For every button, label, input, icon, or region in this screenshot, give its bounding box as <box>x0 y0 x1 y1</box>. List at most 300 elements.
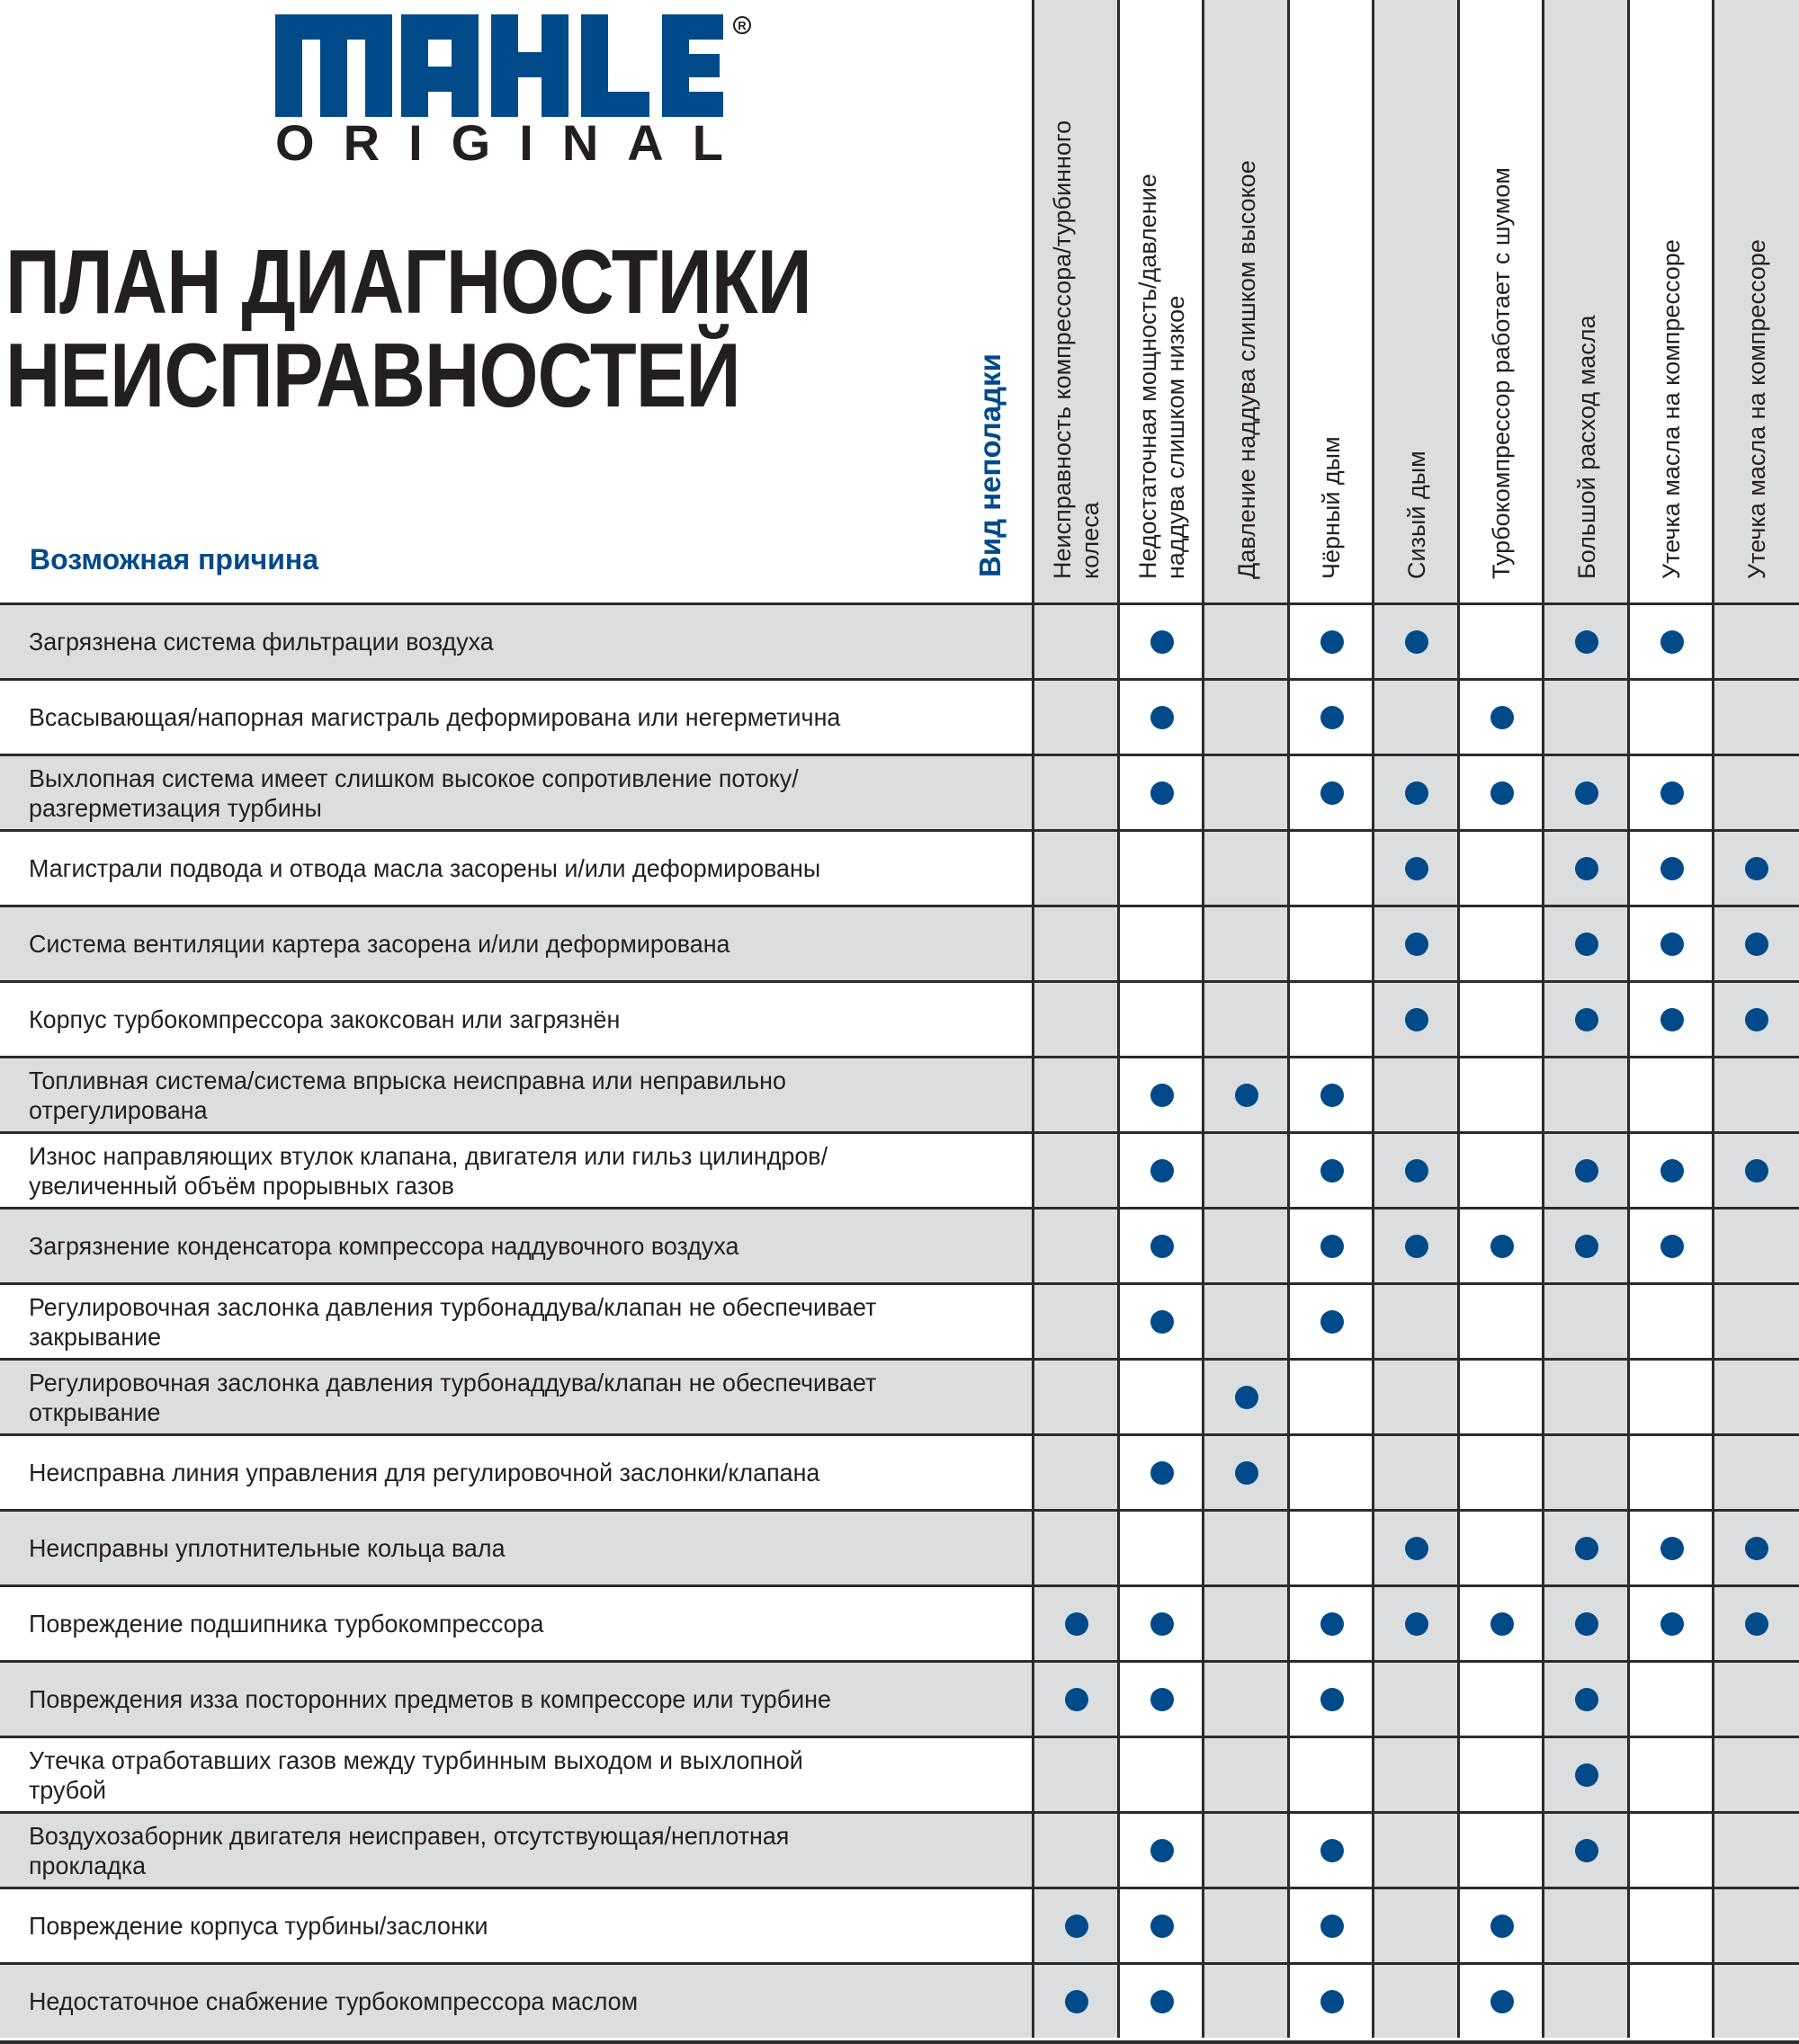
mark-cell <box>1117 1738 1205 1811</box>
mark-cell <box>1712 1663 1799 1736</box>
mark-cell <box>1542 681 1630 754</box>
bullet-dot-icon <box>1660 1159 1684 1183</box>
mark-cell <box>1457 1512 1545 1584</box>
mark-cell <box>1542 1738 1630 1811</box>
mark-cell <box>1287 1361 1375 1433</box>
mark-cell <box>1202 1814 1290 1887</box>
mark-cell <box>1542 1436 1630 1509</box>
bullet-dot-icon <box>1150 1310 1174 1334</box>
mark-cell <box>1032 983 1120 1056</box>
mark-cell <box>1542 907 1630 980</box>
mark-cell <box>1627 605 1715 678</box>
mark-cell <box>1542 1058 1630 1131</box>
mark-cell <box>1372 1663 1460 1736</box>
cause-text-line: Недостаточное снабжение турбокомпрессора маслом <box>29 1987 639 2015</box>
column-header-line: Чёрный дым <box>1318 436 1346 579</box>
mark-cell <box>1117 1134 1205 1207</box>
cause-text <box>29 1458 979 1487</box>
bullet-dot-icon <box>1320 1310 1344 1334</box>
mark-cell <box>1627 1663 1715 1736</box>
mark-cell <box>1372 907 1460 980</box>
mark-cell <box>1202 1134 1290 1207</box>
mark-cell <box>1117 1436 1205 1509</box>
mark-cell <box>1202 1663 1290 1736</box>
table-row <box>0 1207 1799 1282</box>
mark-cell <box>1712 1285 1799 1358</box>
table-row <box>0 1131 1799 1207</box>
bullet-dot-icon <box>1660 933 1684 956</box>
bullet-dot-icon <box>1490 1915 1514 1938</box>
mark-cell <box>1032 832 1120 905</box>
mark-cell <box>1712 907 1799 980</box>
cause-text-line: Магистрали подвода и отвода масла засорены и/или деформированы <box>29 854 821 882</box>
mark-cell <box>1627 1814 1715 1887</box>
cause-cell <box>0 1134 1032 1207</box>
cause-text <box>29 627 979 656</box>
mark-cell <box>1712 681 1799 754</box>
mark-cell <box>1202 1058 1290 1131</box>
cause-cell <box>0 681 1032 754</box>
mark-cell <box>1712 756 1799 829</box>
mark-cell <box>1457 1587 1545 1660</box>
bullet-dot-icon <box>1405 1159 1428 1183</box>
cause-cell <box>0 756 1032 829</box>
bullet-dot-icon <box>1660 1235 1684 1258</box>
cause-text-line: Топливная система/система впрыска неисправна или неправильно <box>29 1066 786 1094</box>
mark-cell <box>1542 605 1630 678</box>
mark-cell <box>1372 1587 1460 1660</box>
mark-cell <box>1712 983 1799 1056</box>
mark-cell <box>1032 1587 1120 1660</box>
mark-cell <box>1032 1285 1120 1358</box>
bullet-dot-icon <box>1660 781 1684 805</box>
mark-cell <box>1712 1058 1799 1131</box>
cause-text <box>29 1986 979 2016</box>
column-header-text <box>1658 239 1686 579</box>
cause-text-line: Загрязнение конденсатора компрессора наддувочного воздуха <box>29 1232 739 1260</box>
mark-cell <box>1457 1134 1545 1207</box>
bullet-dot-icon <box>1320 1990 1344 2013</box>
bullet-dot-icon <box>1150 1990 1174 2013</box>
mark-cell <box>1287 907 1375 980</box>
mark-cell <box>1372 1285 1460 1358</box>
cause-cell <box>0 1587 1032 1660</box>
mark-cell <box>1117 1058 1205 1131</box>
cause-text-line: Износ направляющих втулок клапана, двигателя или гильз цилиндров/ <box>29 1141 828 1170</box>
mark-cell <box>1457 605 1545 678</box>
mark-cell <box>1032 1965 1120 2038</box>
mark-cell <box>1457 832 1545 905</box>
mark-cell <box>1117 832 1205 905</box>
mark-cell <box>1542 1209 1630 1282</box>
cause-cell <box>0 605 1032 678</box>
cause-text-line: Загрязнена система фильтрации воздуха <box>29 628 494 656</box>
cause-text <box>29 853 979 883</box>
bullet-dot-icon <box>1490 781 1514 805</box>
mark-cell <box>1372 1361 1460 1433</box>
bullet-dot-icon <box>1575 1159 1598 1183</box>
mark-cell <box>1457 1738 1545 1811</box>
mark-cell <box>1457 756 1545 829</box>
cause-text-line: Всасывающая/напорная магистраль деформирована или негерметична <box>29 703 841 731</box>
mark-cell <box>1202 756 1290 829</box>
bullet-dot-icon <box>1320 1688 1344 1711</box>
cause-text-line: Повреждения изза посторонних предметов в компрессоре или турбине <box>29 1685 831 1713</box>
bullet-dot-icon <box>1235 1461 1258 1485</box>
bullet-dot-icon <box>1660 857 1684 880</box>
mark-cell <box>1542 1814 1630 1887</box>
mark-cell <box>1287 1436 1375 1509</box>
mark-cell <box>1117 681 1205 754</box>
mark-cell <box>1457 1285 1545 1358</box>
column-header-8 <box>1627 0 1715 604</box>
cause-text <box>29 1911 979 1941</box>
bullet-dot-icon <box>1575 1008 1598 1031</box>
mark-cell <box>1032 1134 1120 1207</box>
bullet-dot-icon <box>1660 1537 1684 1560</box>
mark-cell <box>1287 983 1375 1056</box>
bullet-dot-icon <box>1150 1612 1174 1636</box>
cause-text-line: Воздухозаборник двигателя неисправен, отсутствующая/неплотная <box>29 1821 790 1850</box>
mark-cell <box>1627 1361 1715 1433</box>
column-header-1 <box>1032 0 1120 604</box>
mahle-original-logo <box>270 9 756 166</box>
mark-cell <box>1117 1889 1205 1962</box>
mark-cell <box>1542 756 1630 829</box>
bullet-dot-icon <box>1405 1537 1428 1560</box>
bullet-dot-icon <box>1490 706 1514 729</box>
column-header-6 <box>1457 0 1545 604</box>
bullet-dot-icon <box>1405 857 1428 880</box>
cause-text-line: трубой <box>29 1775 107 1804</box>
cause-text-line: открывание <box>29 1397 161 1426</box>
table-row <box>0 905 1799 980</box>
mark-cell <box>1287 1209 1375 1282</box>
mark-cell <box>1457 1889 1545 1962</box>
column-header-line: колеса <box>1077 502 1105 579</box>
mark-cell <box>1372 1436 1460 1509</box>
mark-cell <box>1202 1436 1290 1509</box>
column-header-7 <box>1542 0 1630 604</box>
mark-cell <box>1287 1512 1375 1584</box>
mark-cell <box>1712 1436 1799 1509</box>
bullet-dot-icon <box>1065 1612 1088 1636</box>
mark-cell <box>1627 1889 1715 1962</box>
mark-cell <box>1542 1663 1630 1736</box>
mark-cell <box>1117 983 1205 1056</box>
cause-text-line: Выхлопная система имеет слишком высокое сопротивление потоку/ <box>29 763 799 792</box>
table-row <box>0 1056 1799 1131</box>
mark-cell <box>1542 1361 1630 1433</box>
bullet-dot-icon <box>1150 1235 1174 1258</box>
mark-cell <box>1712 1889 1799 1962</box>
mark-cell <box>1627 1587 1715 1660</box>
mark-cell <box>1627 1512 1715 1584</box>
table-row <box>0 1282 1799 1358</box>
table-row <box>0 1358 1799 1433</box>
cause-cell <box>0 907 1032 980</box>
mark-cell <box>1117 756 1205 829</box>
mark-cell <box>1372 983 1460 1056</box>
mark-cell <box>1712 1134 1799 1207</box>
column-header-line: Давление наддува слишком высокое <box>1232 160 1260 579</box>
mark-cell <box>1372 1814 1460 1887</box>
cause-text-line: Повреждение подшипника турбокомпрессора <box>29 1610 544 1638</box>
table-row <box>0 1509 1799 1584</box>
bullet-dot-icon <box>1745 1008 1768 1031</box>
bullet-dot-icon <box>1575 1763 1598 1787</box>
bullet-dot-icon <box>1405 1008 1428 1031</box>
bullet-dot-icon <box>1575 933 1598 956</box>
cause-cell <box>0 1285 1032 1358</box>
mark-cell <box>1457 1814 1545 1887</box>
mark-cell <box>1542 983 1630 1056</box>
mark-cell <box>1457 1361 1545 1433</box>
mark-cell <box>1287 681 1375 754</box>
bullet-dot-icon <box>1320 630 1344 654</box>
svg-text:R: R <box>738 19 747 32</box>
mark-cell <box>1372 605 1460 678</box>
mark-cell <box>1542 1587 1630 1660</box>
cause-cell <box>0 1058 1032 1131</box>
mark-cell <box>1287 1058 1375 1131</box>
mark-cell <box>1032 907 1120 980</box>
table-row <box>0 1962 1799 2038</box>
mark-cell <box>1287 1587 1375 1660</box>
mark-cell <box>1117 1965 1205 2038</box>
registered-mark <box>734 17 750 33</box>
mark-cell <box>1032 1889 1120 1962</box>
cause-text-line: Корпус турбокомпрессора закоксован или загрязнён <box>29 1005 621 1033</box>
column-header-3 <box>1202 0 1290 604</box>
cause-text-line: закрывание <box>29 1322 162 1351</box>
mark-cell <box>1457 1436 1545 1509</box>
mark-cell <box>1032 1436 1120 1509</box>
mark-cell <box>1287 1814 1375 1887</box>
mark-cell <box>1627 907 1715 980</box>
mark-cell <box>1117 1512 1205 1584</box>
mark-cell <box>1117 1209 1205 1282</box>
cause-text-line: Повреждение корпуса турбины/заслонки <box>29 1912 488 1940</box>
cause-text-line: Регулировочная заслонка давления турбонаддува/клапан не обеспечивает <box>29 1292 877 1321</box>
mark-cell <box>1372 1965 1460 2038</box>
bullet-dot-icon <box>1235 1084 1258 1107</box>
bullet-dot-icon <box>1660 630 1684 654</box>
mark-cell <box>1287 1965 1375 2038</box>
bullet-dot-icon <box>1745 857 1768 880</box>
bullet-dot-icon <box>1575 1612 1598 1636</box>
cause-cell <box>0 1889 1032 1962</box>
mark-cell <box>1712 1587 1799 1660</box>
bullet-dot-icon <box>1150 1084 1174 1107</box>
mark-cell <box>1032 756 1120 829</box>
bullet-dot-icon <box>1235 1386 1258 1409</box>
column-header-2 <box>1117 0 1205 604</box>
mark-cell <box>1712 1738 1799 1811</box>
column-header-line: Утечка масла на компрессоре <box>1742 239 1770 579</box>
mark-cell <box>1372 1209 1460 1282</box>
table-row <box>0 829 1799 905</box>
mark-cell <box>1202 1512 1290 1584</box>
bullet-dot-icon <box>1575 1537 1598 1560</box>
mark-cell <box>1457 1209 1545 1282</box>
cause-cell <box>0 1209 1032 1282</box>
mark-cell <box>1712 1512 1799 1584</box>
mark-cell <box>1202 605 1290 678</box>
mark-cell <box>1287 1663 1375 1736</box>
column-header-text <box>1573 316 1601 579</box>
cause-text-line: увеличенный объём прорывных газов <box>29 1171 454 1200</box>
column-header-text <box>1134 174 1190 579</box>
mark-cell <box>1287 1285 1375 1358</box>
mark-cell <box>1627 1134 1715 1207</box>
table-row <box>0 1584 1799 1660</box>
bullet-dot-icon <box>1575 781 1598 805</box>
mark-cell <box>1202 1965 1290 2038</box>
mark-cell <box>1287 832 1375 905</box>
bullet-dot-icon <box>1320 706 1344 729</box>
bullet-dot-icon <box>1150 630 1174 654</box>
bullet-dot-icon <box>1745 1612 1768 1636</box>
mark-cell <box>1542 1134 1630 1207</box>
mark-cell <box>1117 605 1205 678</box>
cause-text <box>29 1141 979 1201</box>
mark-cell <box>1712 1814 1799 1887</box>
cause-cell <box>0 1512 1032 1584</box>
cause-cell <box>0 983 1032 1056</box>
cause-cell <box>0 1738 1032 1811</box>
column-header-9 <box>1712 0 1799 604</box>
bullet-dot-icon <box>1575 1839 1598 1862</box>
mark-cell <box>1627 1058 1715 1131</box>
mark-cell <box>1287 756 1375 829</box>
table-row <box>0 1736 1799 1811</box>
column-header-line: Недостаточная мощность/давление <box>1133 174 1161 579</box>
cause-cell <box>0 1965 1032 2038</box>
mark-cell <box>1287 1134 1375 1207</box>
fault-type-label: Вид неполадки <box>973 353 1007 577</box>
column-header-line: наддува слишком низкое <box>1161 295 1189 579</box>
mark-cell <box>1457 1663 1545 1736</box>
bullet-dot-icon <box>1575 857 1598 880</box>
mark-cell <box>1542 1285 1630 1358</box>
mark-cell <box>1202 1738 1290 1811</box>
bullet-dot-icon <box>1320 1084 1344 1107</box>
mark-cell <box>1372 1738 1460 1811</box>
mark-cell <box>1032 1663 1120 1736</box>
mark-cell <box>1032 1738 1120 1811</box>
mark-cell <box>1457 983 1545 1056</box>
mark-cell <box>1032 1814 1120 1887</box>
mark-cell <box>1202 983 1290 1056</box>
cause-text <box>29 1368 979 1427</box>
column-header-line: Утечка масла на компрессоре <box>1658 239 1686 579</box>
bullet-dot-icon <box>1150 1839 1174 1862</box>
mark-cell <box>1712 1361 1799 1433</box>
table-row <box>0 1811 1799 1887</box>
mark-cell <box>1372 1058 1460 1131</box>
mark-cell <box>1032 1058 1120 1131</box>
bullet-dot-icon <box>1575 1688 1598 1711</box>
mark-cell <box>1542 832 1630 905</box>
mark-cell <box>1032 1209 1120 1282</box>
bullet-dot-icon <box>1405 1235 1428 1258</box>
mark-cell <box>1712 605 1799 678</box>
mark-cell <box>1117 1587 1205 1660</box>
cause-text <box>29 1231 979 1261</box>
mark-cell <box>1542 1965 1630 2038</box>
mark-cell <box>1202 1209 1290 1282</box>
mark-cell <box>1202 832 1290 905</box>
cause-cell <box>0 1814 1032 1887</box>
bullet-dot-icon <box>1575 1235 1598 1258</box>
bullet-dot-icon <box>1150 1688 1174 1711</box>
cause-text-line: прокладка <box>29 1851 147 1879</box>
bullet-dot-icon <box>1405 933 1428 956</box>
mark-cell <box>1287 1889 1375 1962</box>
mark-cell <box>1202 1889 1290 1962</box>
bullet-dot-icon <box>1065 1688 1088 1711</box>
bullet-dot-icon <box>1660 1008 1684 1031</box>
mark-cell <box>1202 907 1290 980</box>
mark-cell <box>1372 832 1460 905</box>
table-row <box>0 1887 1799 1962</box>
mark-cell <box>1627 681 1715 754</box>
table-row <box>0 1433 1799 1509</box>
mark-cell <box>1627 1285 1715 1358</box>
bullet-dot-icon <box>1065 1915 1088 1938</box>
bullet-dot-icon <box>1320 1159 1344 1183</box>
bullet-dot-icon <box>1405 1612 1428 1636</box>
bullet-dot-icon <box>1320 1235 1344 1258</box>
original-wordmark: ORIGINAL <box>275 114 723 166</box>
mark-cell <box>1202 1285 1290 1358</box>
mark-cell <box>1627 983 1715 1056</box>
cause-text-line: Утечка отработавших газов между турбинным выходом и выхлопной <box>29 1745 803 1774</box>
mahle-wordmark <box>275 14 723 117</box>
mark-cell <box>1457 1058 1545 1131</box>
bullet-dot-icon <box>1745 1159 1768 1183</box>
table-row <box>0 602 1799 678</box>
mark-cell <box>1117 1361 1205 1433</box>
bullet-dot-icon <box>1320 1612 1344 1636</box>
bullet-dot-icon <box>1490 1990 1514 2013</box>
mark-cell <box>1202 681 1290 754</box>
mark-cell <box>1032 1512 1120 1584</box>
mark-cell <box>1117 907 1205 980</box>
mark-cell <box>1712 1965 1799 2038</box>
mark-cell <box>1627 1738 1715 1811</box>
column-header-line: Сизый дым <box>1402 451 1430 579</box>
cause-text <box>29 1821 979 1880</box>
cause-cell <box>0 832 1032 905</box>
cause-text <box>29 1066 979 1125</box>
mark-cell <box>1117 1814 1205 1887</box>
mark-cell <box>1032 1361 1120 1433</box>
mark-cell <box>1457 681 1545 754</box>
cause-text <box>29 1745 979 1805</box>
column-header-text <box>1318 436 1346 579</box>
cause-text <box>29 1684 979 1714</box>
cause-text-line: отрегулирована <box>29 1095 208 1124</box>
mark-cell <box>1372 681 1460 754</box>
title-line-2: НЕИСПРАВНОСТЕЙ <box>5 326 740 426</box>
column-header-4 <box>1287 0 1375 604</box>
cause-cell <box>0 1663 1032 1736</box>
cause-text <box>29 763 979 823</box>
page-title <box>5 232 988 426</box>
column-header-text <box>1743 239 1771 579</box>
